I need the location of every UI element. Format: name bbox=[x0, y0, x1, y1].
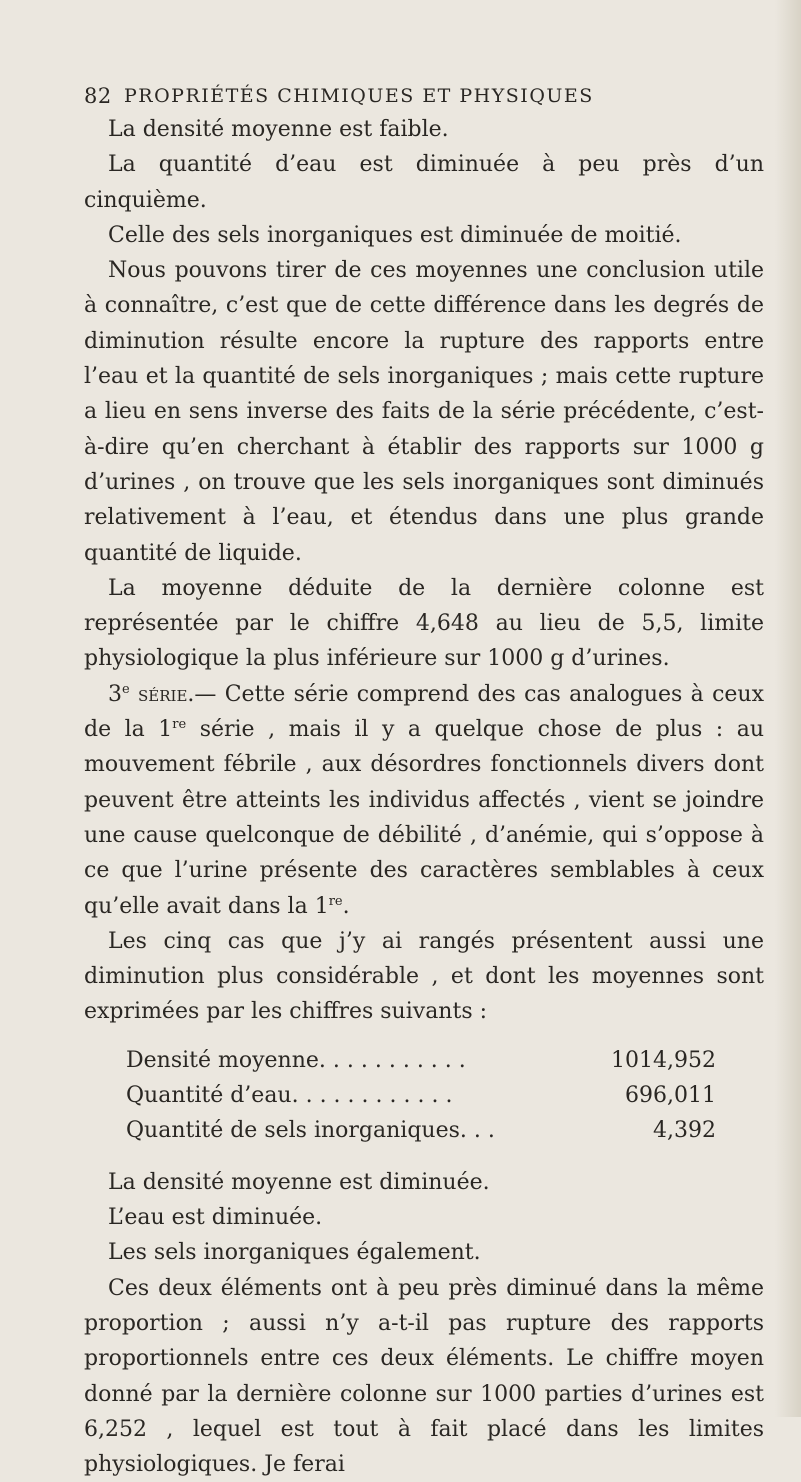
page-body bbox=[84, 112, 764, 1482]
text: . bbox=[342, 893, 350, 919]
series-number-sup: e bbox=[122, 681, 130, 697]
page-number: 82 bbox=[84, 84, 112, 108]
paragraph: La moyenne déduite de la dernière colonne est représentée par le chiffre 4,648 au lieu de 5,5, limite physiologique la plus inférieure sur 1000 g d’urines. bbox=[84, 575, 764, 672]
values-table bbox=[84, 1043, 764, 1148]
row-label: Quantité de sels inorganiques. . . bbox=[126, 1117, 495, 1143]
dash: — bbox=[194, 681, 225, 707]
row-value: 1014,952 bbox=[611, 1047, 716, 1073]
row-label: Densité moyenne. . . . . . . . . . . bbox=[126, 1047, 466, 1073]
paragraph: La quantité d’eau est diminuée à peu près d’un cinquième. bbox=[84, 152, 764, 213]
series-label: série. bbox=[138, 681, 195, 707]
page-edge-shadow bbox=[775, 0, 801, 1417]
paragraph: Les sels inorganiques également. bbox=[108, 1240, 481, 1266]
paragraph: La densité moyenne est faible. bbox=[108, 117, 449, 142]
ref-sup: re bbox=[172, 717, 187, 733]
series-number: 3 bbox=[108, 681, 122, 707]
series-paragraph bbox=[84, 677, 764, 924]
row-value: 4,392 bbox=[653, 1117, 716, 1143]
table-row bbox=[84, 1043, 764, 1078]
ref-sup: re bbox=[328, 893, 343, 909]
text: série , mais il y a quelque chose de plus : au mouvement fébrile , aux désordres fonctionnels divers dont peuvent être atteints les individus affectés , vient se joindre une cause quelconque de débilité , d’anémie, qui s’oppose à ce que l’urine présente des caractères semblables à ceux qu’elle avait dans la bbox=[84, 717, 764, 919]
paragraph: La densité moyenne est diminuée. bbox=[108, 1169, 490, 1195]
ref: 1 bbox=[158, 717, 173, 743]
ref: 1 bbox=[314, 893, 329, 919]
row-label: Quantité d’eau. . . . . . . . . . . . bbox=[126, 1082, 453, 1108]
paragraph: Les cinq cas que j’y ai rangés présentent aussi une diminution plus considérable , et dont les moyennes sont exprimées par les chiffres suivants : bbox=[84, 928, 764, 1025]
paragraph: Celle des sels inorganiques est diminuée de moitié. bbox=[108, 222, 682, 248]
running-title: PROPRIÉTÉS CHIMIQUES ET PHYSIQUES bbox=[124, 85, 594, 107]
table-row bbox=[84, 1078, 764, 1113]
text: Cette série comprend des cas analogues à ceux de la bbox=[84, 681, 764, 743]
table-row bbox=[84, 1113, 764, 1148]
paragraph: Nous pouvons tirer de ces moyennes une conclusion utile à connaître, c’est que de cette différence dans les degrés de diminution résulte encore la rupture des rapports entre l’eau et la quantité de sels inorganiques ; mais cette rupture a lieu en sens inverse des faits de la série précédente, c’est-à-dire qu’en cherchant à établir des rapports sur 1000 g d’urines , on trouve que les sels inorganiques sont diminués relativement à l’eau, et étendus dans une plus grande quantité de liquide. bbox=[84, 258, 764, 566]
row-value: 696,011 bbox=[625, 1082, 716, 1108]
paragraph: Ces deux éléments ont à peu près diminué dans la même proportion ; aussi n’y a-t-il pas rupture des rapports proportionnels entre ces deux éléments. Le chiffre moyen donné par la dernière colonne sur 1000 parties d’urines est 6,252 , lequel est tout à fait placé dans les limites physiologiques. Je ferai bbox=[84, 1275, 764, 1478]
paragraph: L’eau est diminuée. bbox=[108, 1205, 323, 1231]
